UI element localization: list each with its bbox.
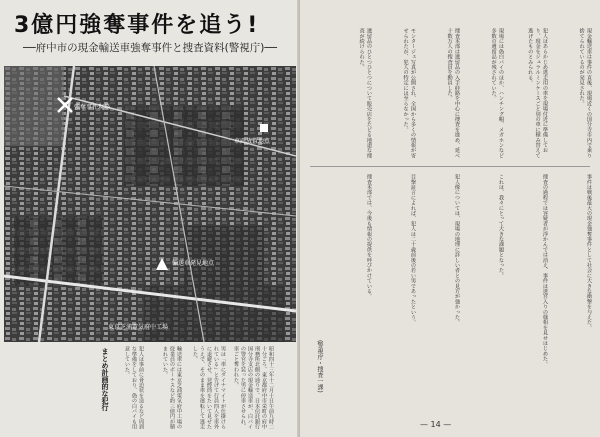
text-column: モンタージュ写真が公開され、全国から多くの情報が寄せられたが、犯人の特定には至らなかった。 <box>402 28 416 158</box>
section-heading: まとめ計画的な犯行 <box>101 348 109 411</box>
aerial-photo-image <box>4 66 296 342</box>
text-column: これは、我々にとって大きな課題となった。 <box>498 174 504 278</box>
text-column: 輸送車には東京芝浦電気府中工場の従業員のボーナスなど約三億円が積まれていた。 <box>162 346 182 430</box>
text-column: 目撃証言によれば、犯人は二十歳前後の若い男であったという。 <box>410 174 416 325</box>
page-number: — 14 — <box>420 420 452 429</box>
text-column: 捜査本部は遺留品の入手経路を中心に捜査を進め、延べ十数万人の捜査員を動員した。 <box>446 28 460 158</box>
text-column: 昭和四十三年十二月十日午前九時二十分ごろ、東京都府中市栄町の府中刑務所北側の通りで、日本信託銀行国分寺支店の現金輸送車が、白バイの警官を装った男に停車させられ、車ごと奪われた。 <box>233 346 274 430</box>
photo-label: 輸送車発見地点 <box>172 260 215 267</box>
text-column: 遺留品のひとつひとつについて販売店をたどる地道な捜査が続けられた。 <box>358 28 372 158</box>
photo-label: 東京芝浦電気府中工場 <box>108 324 169 331</box>
text-column: 現金輸送車は事件の直後、現場近くの国分寺市内で乗り捨てられているのが発見された。 <box>578 28 592 158</box>
subtitle: ──府中市の現金輸送車強奪事件と捜査資料(警視庁)── <box>23 42 277 54</box>
right-page <box>300 0 600 437</box>
text-column: 捜査の過程では容疑者が浮かんでは消え、事件は迷宮入りの様相を見せはじめた。 <box>542 174 548 367</box>
text-column: 犯人像については、現場の地理に詳しい者との見方が強かった。 <box>454 174 460 325</box>
text-column: 現場には偽白バイのほか、ハンチング帽、メガホンなど多数の遺留品が残されていた。 <box>490 28 504 158</box>
text-column: 男は「車にダイナマイトが仕掛けられている」と告げて行員四人を車外に退避させ、発煙筒をたいて見せたうえで、そのまま車を運転して逃走した。 <box>192 346 226 430</box>
photo-label: 車両放置地点 <box>234 138 271 145</box>
aerial-photo <box>4 66 296 342</box>
column-rule <box>310 166 590 167</box>
text-column: 事件は戦後最大の現金強奪事件として社会に大きな衝撃を与えた。 <box>586 174 592 330</box>
text-column: 犯人は事前に脅迫状を送るなど周到な準備をしており、偽の白バイも用意していた。 <box>124 346 144 430</box>
headline: 3億円強奪事件を追う! <box>14 13 260 38</box>
credit-line: (警視庁・捜査一課) <box>316 340 323 393</box>
photo-label: 強奪事件現場 <box>74 104 111 111</box>
text-column: 捜査本部では、今後も情報の提供を呼びかけている。 <box>366 174 372 299</box>
article-lead <box>4 342 296 437</box>
text-column: 犯人はあらかじめ逃走用の車を現場付近に準備しており、現金をジュラルミンケースごと別の車に積み替えて逃げたものとみられる。 <box>527 28 548 158</box>
marker-square <box>260 124 268 132</box>
